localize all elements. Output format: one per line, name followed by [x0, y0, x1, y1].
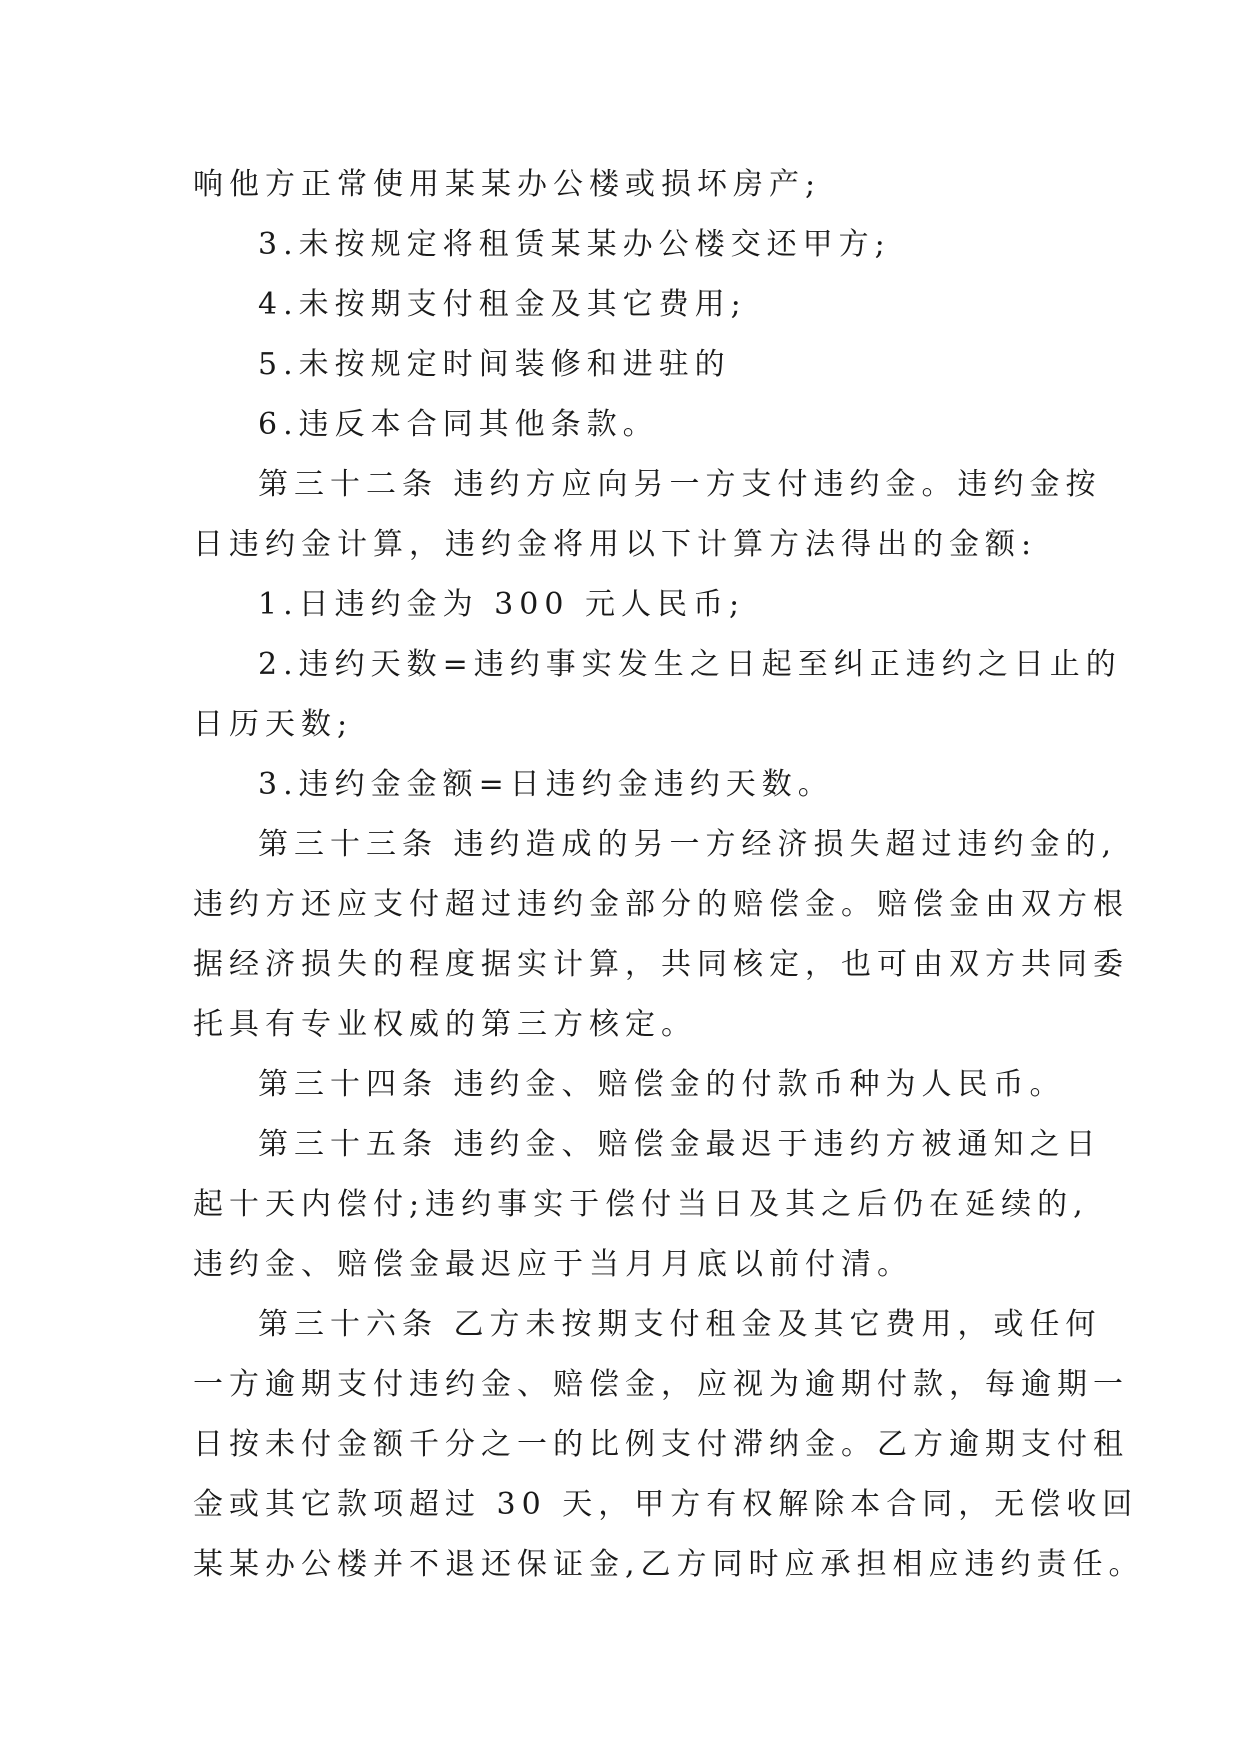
- text-line: 日违约金计算，违约金将用以下计算方法得出的金额:: [193, 527, 1038, 562]
- text-line: 违约金、赔偿金最迟应于当月月底以前付清。: [193, 1247, 913, 1282]
- text-line: 金或其它款项超过 30 天，甲方有权解除本合同，无偿收回: [193, 1487, 1139, 1522]
- text-line: 日按未付金额千分之一的比例支付滞纳金。乙方逾期支付租: [193, 1427, 1129, 1462]
- text-line: 第三十四条 违约金、赔偿金的付款币种为人民币。: [258, 1067, 1066, 1102]
- text-line: 起十天内偿付;违约事实于偿付当日及其之后仍在延续的,: [193, 1187, 1089, 1222]
- text-line: 2.违约天数=违约事实发生之日起至纠正违约之日止的: [258, 647, 1122, 682]
- text-line: 托具有专业权威的第三方核定。: [193, 1007, 697, 1042]
- text-line: 6.违反本合同其他条款。: [258, 407, 659, 442]
- text-line: 某某办公楼并不退还保证金,乙方同时应承担相应违约责任。: [193, 1547, 1145, 1582]
- text-line: 一方逾期支付违约金、赔偿金，应视为逾期付款，每逾期一: [193, 1367, 1129, 1402]
- text-line: 4.未按期支付租金及其它费用;: [258, 287, 747, 322]
- text-line: 第三十二条 违约方应向另一方支付违约金。违约金按: [258, 467, 1102, 502]
- text-line: 1.日违约金为 300 元人民币;: [258, 587, 746, 622]
- text-line: 第三十五条 违约金、赔偿金最迟于违约方被通知之日: [258, 1127, 1102, 1162]
- text-line: 3.未按规定将租赁某某办公楼交还甲方;: [258, 227, 891, 262]
- text-line: 第三十三条 违约造成的另一方经济损失超过违约金的,: [258, 827, 1118, 862]
- text-line: 日历天数;: [193, 707, 354, 742]
- text-line: 违约方还应支付超过违约金部分的赔偿金。赔偿金由双方根: [193, 887, 1129, 922]
- text-line: 3.违约金金额=日违约金违约天数。: [258, 767, 834, 802]
- text-line: 据经济损失的程度据实计算，共同核定，也可由双方共同委: [193, 947, 1129, 982]
- text-line: 第三十六条 乙方未按期支付租金及其它费用，或任何: [258, 1307, 1102, 1342]
- text-line: 5.未按规定时间装修和进驻的: [258, 347, 731, 382]
- text-line: 响他方正常使用某某办公楼或损坏房产;: [193, 167, 822, 202]
- document-body: [193, 155, 1145, 1595]
